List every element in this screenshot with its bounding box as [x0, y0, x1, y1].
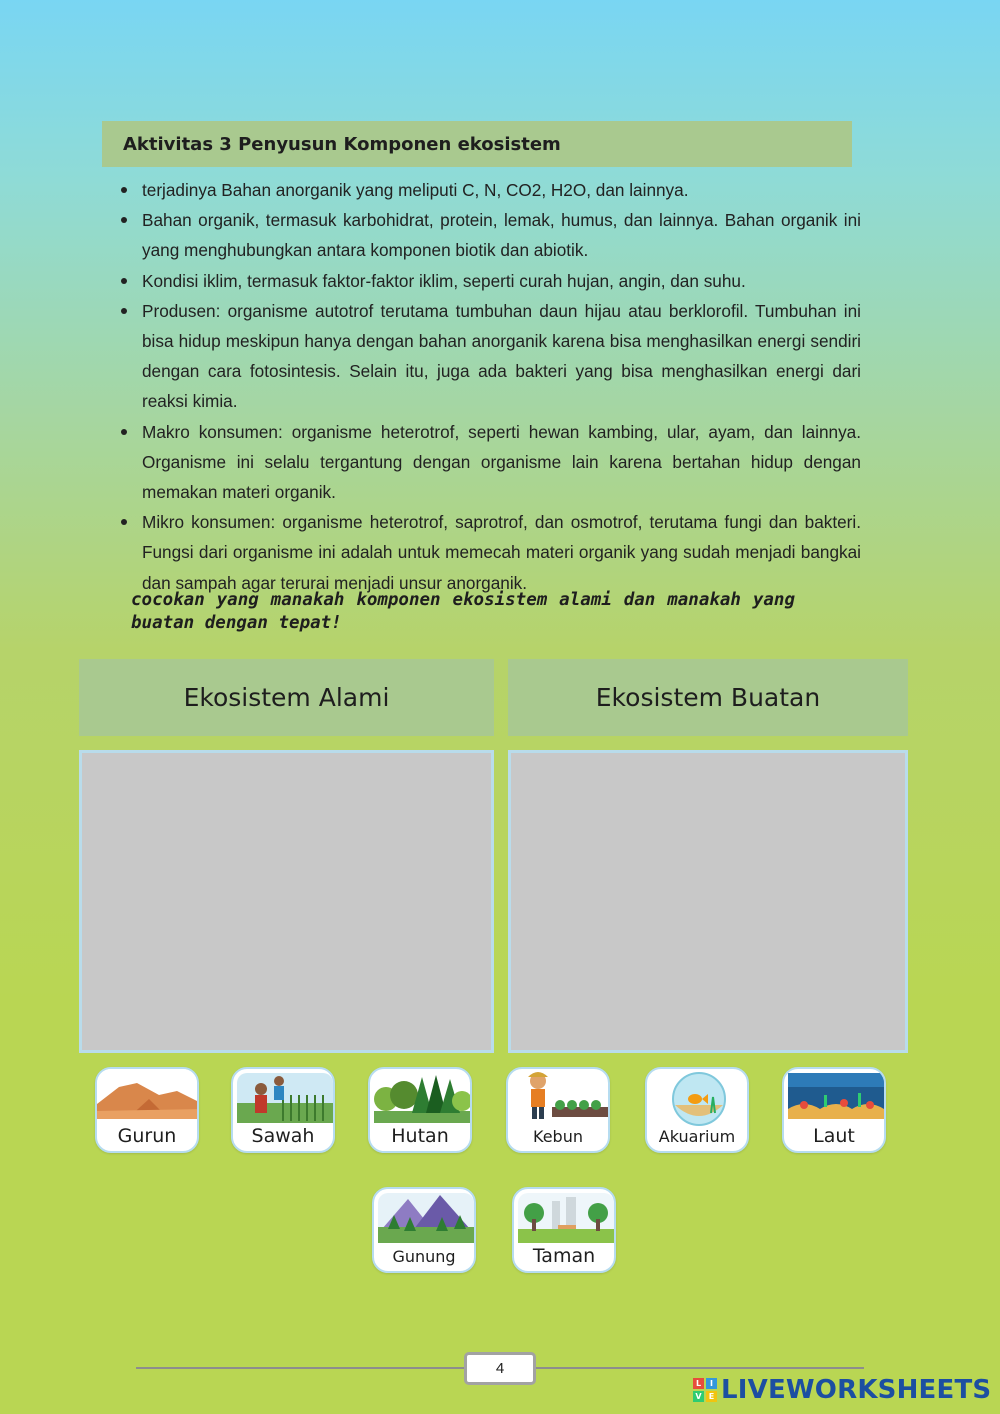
list-item: Bahan organik, termasuk karbohidrat, protein, lemak, humus, dan lainnya. Bahan organik ini yang menghubungkan antara komponen biotik dan abiotik. [118, 205, 861, 265]
logo-letter: I [706, 1378, 717, 1389]
card-gunung[interactable] [372, 1187, 476, 1273]
artificial-ecosystem-header: Ekosistem Buatan [508, 659, 908, 736]
brand-logo-icon [693, 1378, 717, 1402]
card-label: Hutan [391, 1125, 449, 1147]
card-kebun[interactable] [506, 1067, 610, 1153]
instruction-text: cocokan yang manakah komponen ekosistem alami dan manakah yang buatan dengan tepat! [131, 590, 795, 633]
rice-field-icon [233, 1069, 335, 1129]
list-item: terjadinya Bahan anorganik yang meliputi C, N, CO2, H2O, dan lainnya. [118, 175, 861, 205]
artificial-drop-zone[interactable] [508, 750, 908, 1053]
natural-drop-zone[interactable] [79, 750, 494, 1053]
list-item: Kondisi iklim, termasuk faktor-faktor iklim, seperti curah hujan, angin, dan suhu. [118, 266, 861, 296]
garden-icon [508, 1069, 610, 1129]
card-label: Kebun [533, 1127, 583, 1146]
footer-divider-left [136, 1367, 464, 1369]
card-label: Gunung [392, 1247, 456, 1266]
list-item: Produsen: organisme autotrof terutama tumbuhan daun hijau atau berklorofil. Tumbuhan ini bisa hidup meskipun hanya dengan bahan anorganik karena bisa menghasilkan energi sendiri dengan cara fotosintesis. Selain itu, juga ada bakteri yang bisa menghasilkan energi dari reaksi kimia. [118, 296, 861, 417]
brand-text: LIVEWORKSHEETS [721, 1375, 992, 1405]
footer-divider-right [536, 1367, 864, 1369]
natural-ecosystem-header: Ekosistem Alami [79, 659, 494, 736]
desert-icon [97, 1069, 199, 1129]
logo-letter: V [693, 1391, 704, 1402]
list-item: Mikro konsumen: organisme heterotrof, saprotrof, dan osmotrof, terutama fungi dan bakteri. Fungsi dari organisme ini adalah untuk memecah materi organik yang sudah menjadi bangkai dan sampah agar terurai menjadi unsur anorganik. [118, 507, 861, 598]
park-icon [514, 1189, 616, 1249]
sea-icon [784, 1069, 886, 1129]
activity-title: Aktivitas 3 Penyusun Komponen ekosistem [102, 121, 852, 167]
list-item: Makro konsumen: organisme heterotrof, seperti hewan kambing, ular, ayam, dan lainnya. Organisme ini selalu tergantung dengan organisme lain karena bertahan hidup dengan memakan materi organik. [118, 417, 861, 508]
component-list [118, 175, 861, 598]
card-akuarium[interactable] [645, 1067, 749, 1153]
card-label: Sawah [251, 1125, 315, 1147]
card-gurun[interactable] [95, 1067, 199, 1153]
card-label: Gurun [117, 1125, 177, 1147]
logo-letter: E [706, 1391, 717, 1402]
page-number: 4 [464, 1352, 536, 1385]
card-taman[interactable] [512, 1187, 616, 1273]
aquarium-icon [647, 1069, 749, 1129]
card-label: Akuarium [658, 1127, 736, 1146]
forest-icon [370, 1069, 472, 1129]
mountain-icon [374, 1189, 476, 1249]
brand-logo [693, 1373, 991, 1407]
logo-letter: L [693, 1378, 704, 1389]
card-sawah[interactable] [231, 1067, 335, 1153]
card-label: Taman [532, 1245, 596, 1267]
card-laut[interactable] [782, 1067, 886, 1153]
card-hutan[interactable] [368, 1067, 472, 1153]
card-label: Laut [813, 1125, 855, 1147]
